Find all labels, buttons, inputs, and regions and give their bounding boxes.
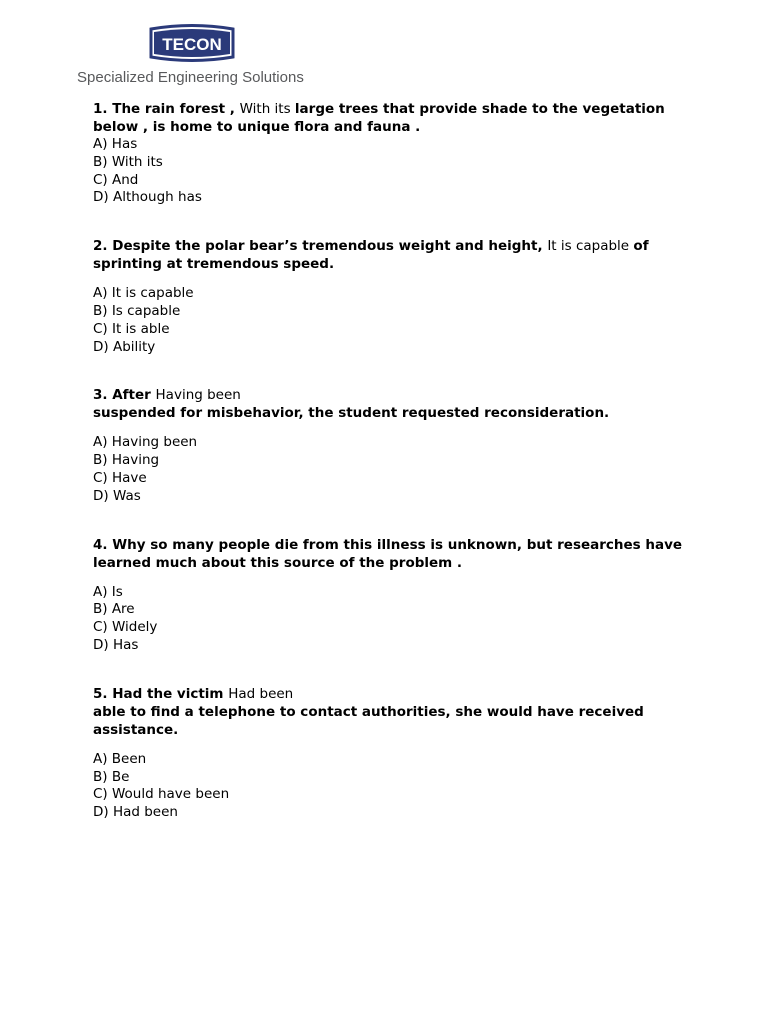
answer-options [93,751,693,822]
answer-option: B) Is capable [93,302,181,319]
answer-option: A) Been [93,750,147,767]
underlined-segment: With its [239,101,295,117]
question-block [93,685,693,822]
answer-option: C) Have [93,469,147,486]
answer-options [93,584,693,655]
answer-option: C) It is able [93,320,170,337]
question-stem: suspended for misbehavior, the student requested reconsideration. [93,405,610,422]
answer-option: A) Has [93,136,138,152]
answer-option: A) Having been [93,434,198,451]
question-block [93,237,693,356]
spacer [93,356,693,386]
answer-option: D) Had been [93,804,178,821]
question-number: 5. [93,685,113,702]
question-number: 2. [93,238,113,255]
answer-option: A) It is capable [93,285,194,302]
spacer [93,506,693,536]
underlined-segment: Having been [155,387,241,404]
underlined-segment: It is capable [547,238,634,255]
question-stem: of sprinting at tremendous speed. [93,238,649,273]
question-block [93,100,693,207]
answer-option: D) Ability [93,338,156,355]
question-block [93,386,693,505]
question-stem: Why so many people die from this illness is unknown, but researches have learned much about this source of the problem . [93,536,683,571]
question-list [93,100,693,822]
answer-option: C) Would have been [93,786,230,803]
answer-option: B) Having [93,452,160,469]
underlined-segment: Had been [228,685,294,702]
answer-option: D) Has [93,636,139,653]
tagline: Specialized Engineering Solutions [77,69,304,86]
question-text [93,536,693,572]
question-stem: large trees that provide shade to the vegetation below , is home to unique flora and fauna . [93,101,665,135]
answer-option: B) Be [93,768,130,785]
answer-option: B) With its [93,153,163,170]
question-number: 4. [93,536,113,553]
logo-text: TECON [162,35,222,54]
question-text [93,237,693,273]
answer-options [93,285,693,356]
question-block [93,536,693,655]
answer-option: C) And [93,171,139,188]
tecon-logo [145,24,239,66]
answer-option: D) Was [93,487,141,504]
spacer [93,207,693,237]
question-stem: The rain forest , [112,101,240,117]
question-stem: able to find a telephone to contact authorities, she would have received assistance. [93,703,644,738]
spacer [93,655,693,685]
question-text [93,100,693,136]
answer-option: C) Widely [93,619,158,636]
question-text [93,386,693,422]
answer-option: B) Are [93,601,135,618]
question-stem: After [112,387,156,404]
answer-options [93,136,693,207]
question-number: 1. [93,101,113,117]
answer-option: A) Is [93,583,123,600]
question-number: 3. [93,387,113,404]
question-stem: Had the victim [112,685,229,702]
answer-option: D) Although has [93,189,202,206]
answer-options [93,434,693,505]
question-stem: Despite the polar bear’s tremendous weight and height, [112,238,548,255]
question-text [93,685,693,739]
